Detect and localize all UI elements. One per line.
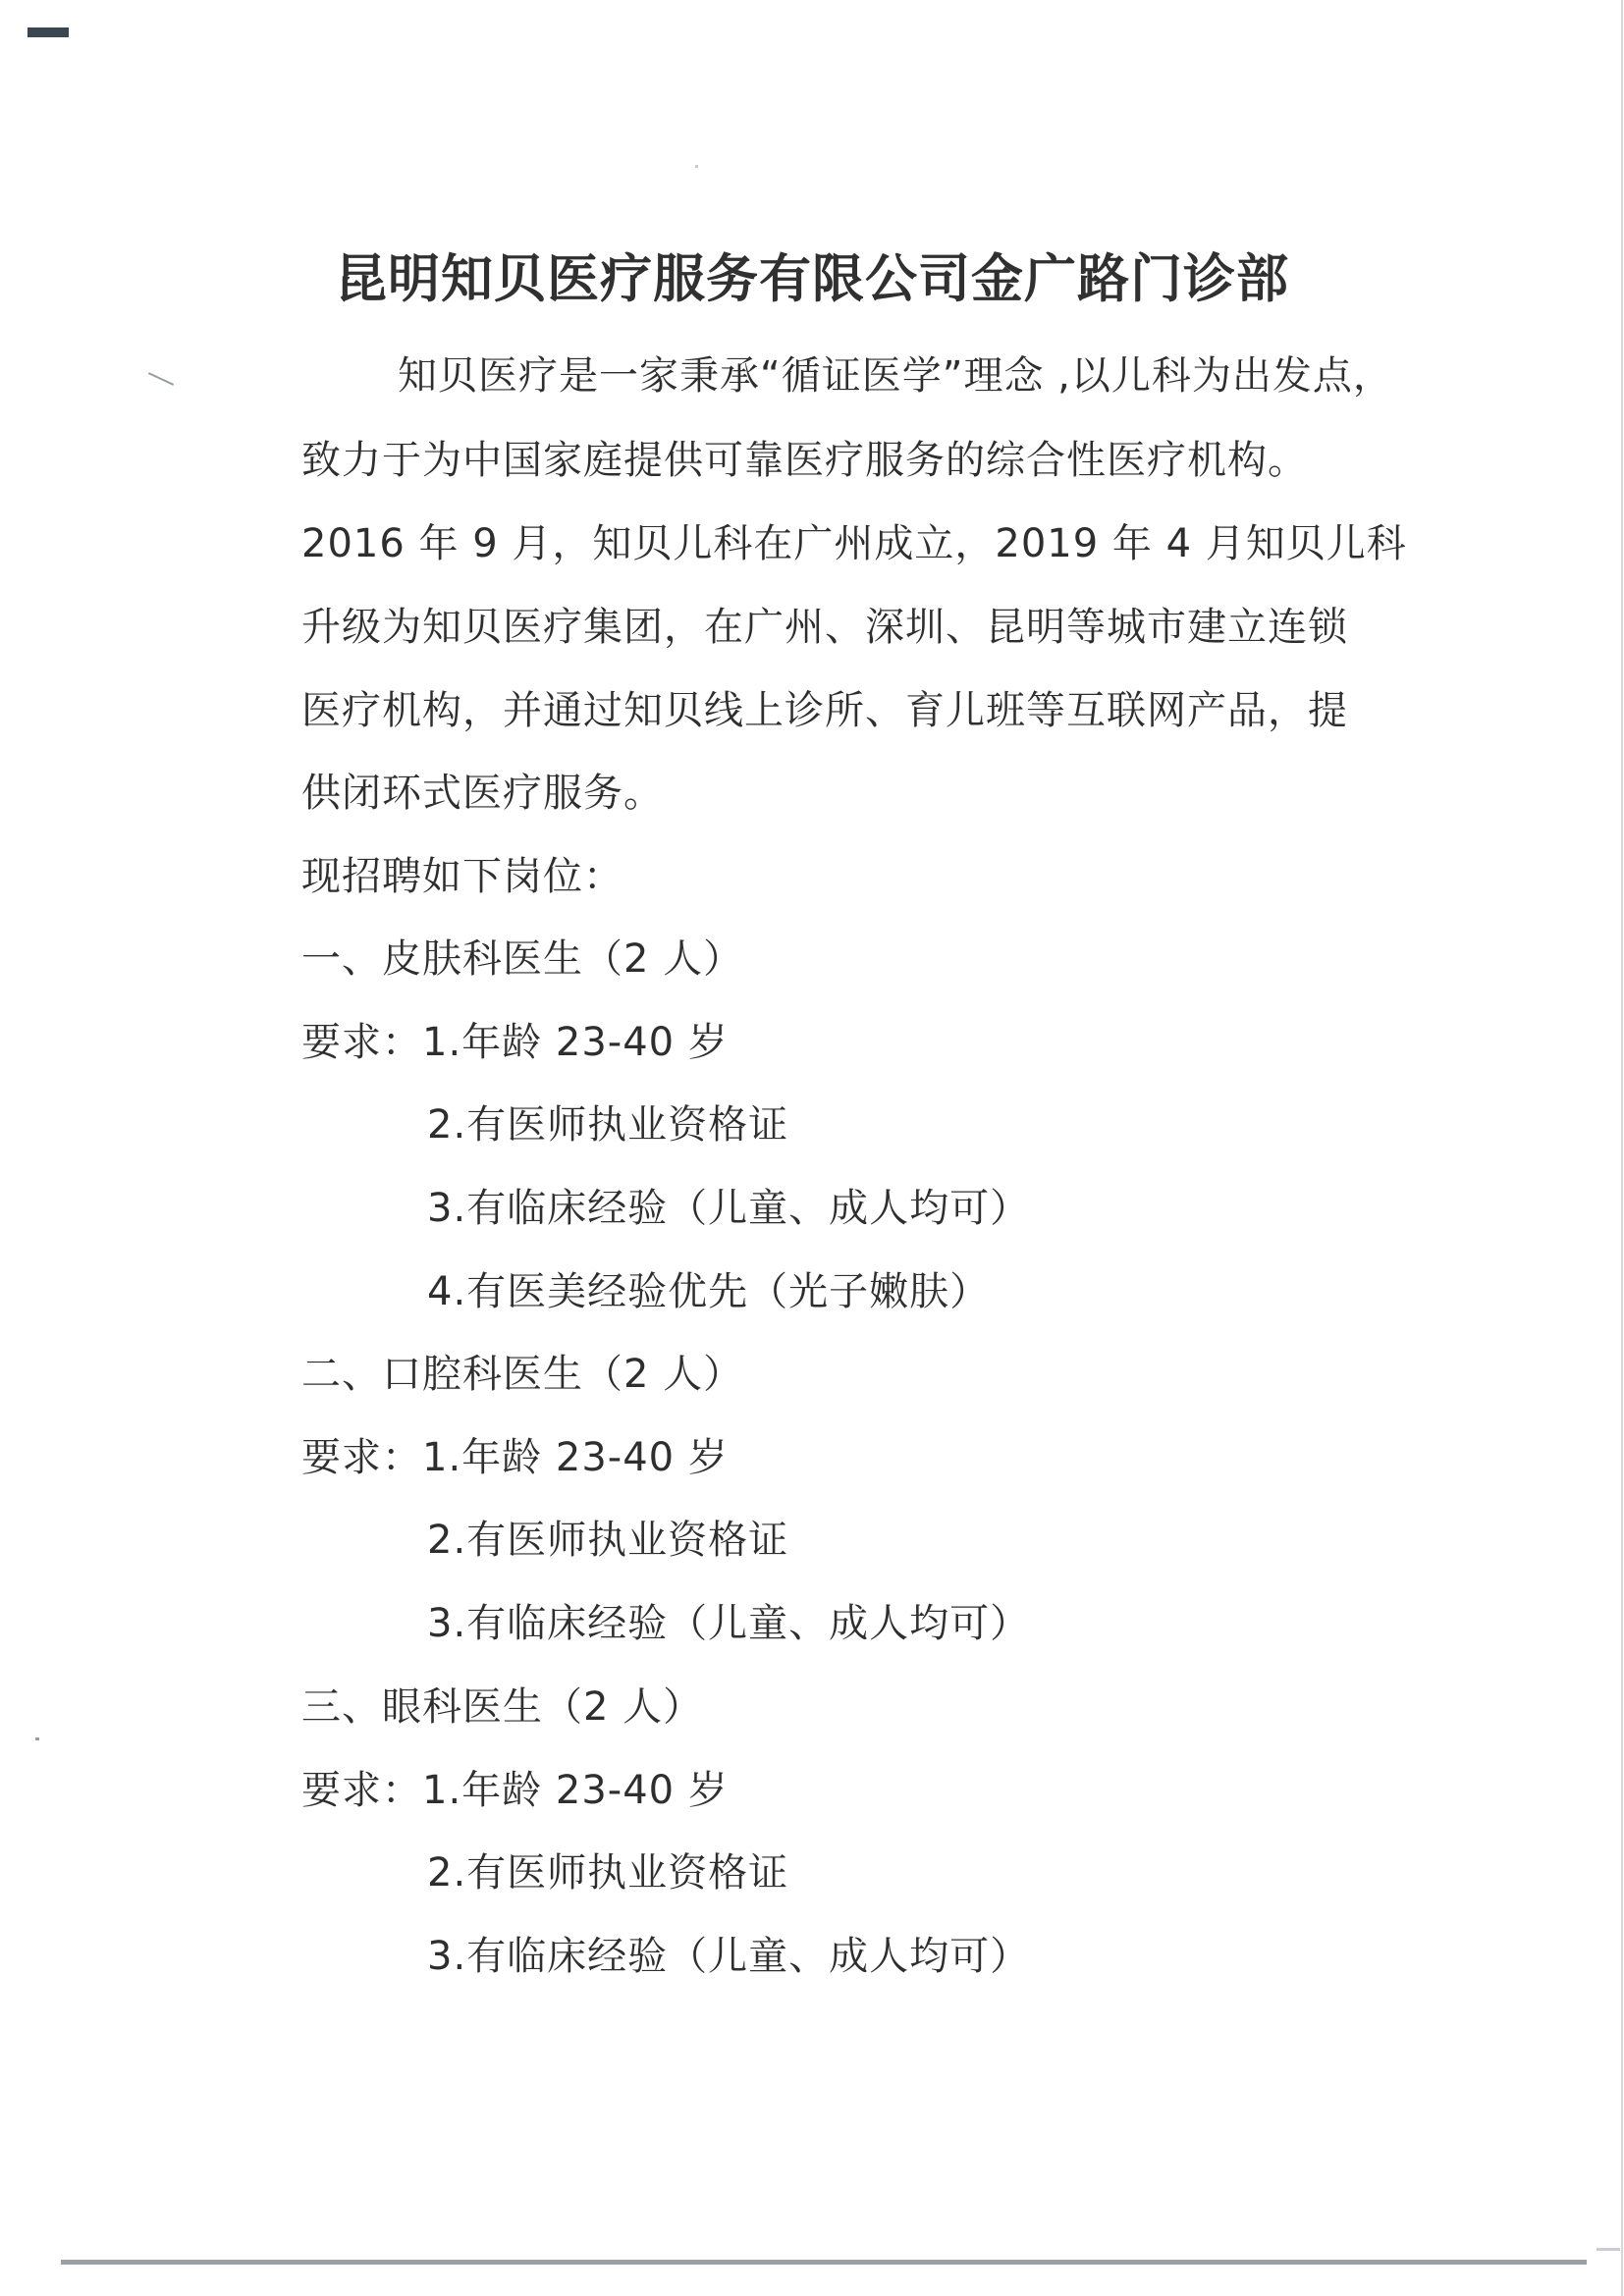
requirement-line: 3.有临床经验（儿童、成人均可） <box>427 1934 1031 1979</box>
requirement-line: 要求：1.年龄 23-40 岁 <box>301 1020 729 1065</box>
scan-edge-bottom <box>61 2260 1587 2265</box>
requirement-line: 4.有医美经验优先（光子嫩肤） <box>427 1269 991 1314</box>
position-title: 三、眼科医生（2 人） <box>301 1684 704 1730</box>
intro-line: 升级为知贝医疗集团，在广州、深圳、昆明等城市建立连锁 <box>301 605 1348 650</box>
requirement-line: 2.有医师执业资格证 <box>427 1518 789 1563</box>
intro-line: 2016 年 9 月，知贝儿科在广州成立，2019 年 4 月知贝儿科 <box>301 521 1407 566</box>
position-title: 二、口腔科医生（2 人） <box>301 1352 744 1397</box>
page-title: 昆明知贝医疗服务有限公司金广路门诊部 <box>335 249 1289 309</box>
requirement-line: 2.有医师执业资格证 <box>427 1102 789 1148</box>
scan-edge-bottom-right <box>1597 2248 1620 2251</box>
intro-line: 医疗机构，并通过知贝线上诊所、育儿班等互联网产品，提 <box>301 688 1348 733</box>
scan-speck <box>695 165 698 168</box>
scan-speck <box>35 1737 39 1740</box>
scan-registration-mark <box>27 27 69 37</box>
recruit-heading: 现招聘如下岗位： <box>301 854 623 899</box>
requirement-line: 2.有医师执业资格证 <box>427 1850 789 1896</box>
scan-speck <box>148 372 174 386</box>
intro-line: 致力于为中国家庭提供可靠医疗服务的综合性医疗机构。 <box>301 438 1308 483</box>
requirement-line: 要求：1.年龄 23-40 岁 <box>301 1435 729 1480</box>
position-title: 一、皮肤科医生（2 人） <box>301 936 744 982</box>
intro-line: 供闭环式医疗服务。 <box>301 771 664 816</box>
requirement-line: 3.有临床经验（儿童、成人均可） <box>427 1601 1031 1646</box>
intro-line: 知贝医疗是一家秉承“循证医学”理念 ,以儿科为出发点， <box>398 353 1393 399</box>
requirement-line: 要求：1.年龄 23-40 岁 <box>301 1768 729 1813</box>
requirement-line: 3.有临床经验（儿童、成人均可） <box>427 1186 1031 1231</box>
scan-edge-right <box>1621 0 1623 2296</box>
